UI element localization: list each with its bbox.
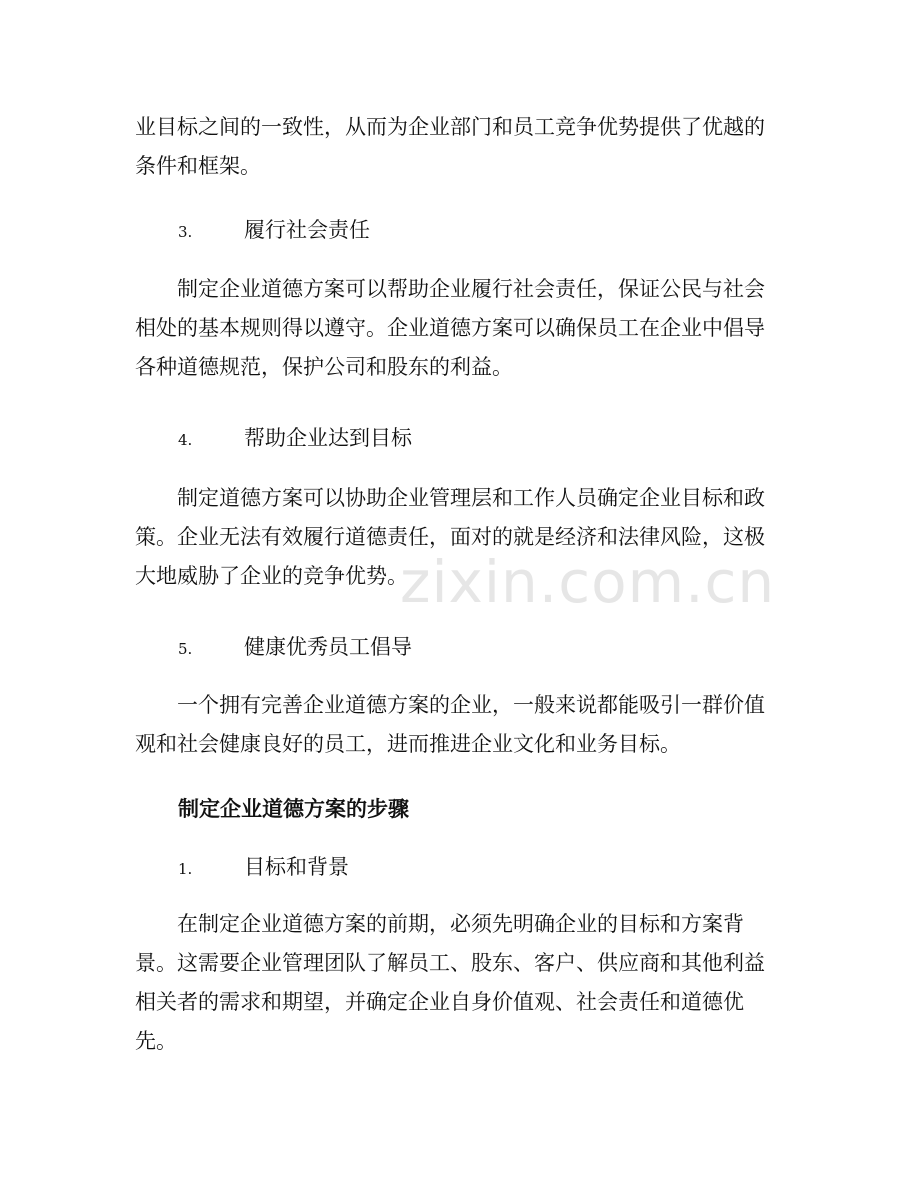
list-item-5 xyxy=(178,632,412,664)
list-item-4 xyxy=(178,423,412,455)
list-item-title: 帮助企业达到目标 xyxy=(244,426,412,450)
section-heading: 制定企业道德方案的步骤 xyxy=(178,797,409,821)
list-item-number: 3. xyxy=(178,223,193,241)
list-item-number: 4. xyxy=(178,431,193,449)
list-item-title: 履行社会责任 xyxy=(244,218,370,242)
paragraph-employee-advocacy: 一个拥有完善企业道德方案的企业，一般来说都能吸引一群价值观和社会健康良好的员工，进而推进企业文化和业务目标。 xyxy=(135,693,765,756)
list-item-title: 健康优秀员工倡导 xyxy=(244,635,412,659)
list-item-1 xyxy=(178,852,349,884)
list-item-title: 目标和背景 xyxy=(244,855,349,879)
paragraph-continuation: 业目标之间的一致性，从而为企业部门和员工竞争优势提供了优越的条件和框架。 xyxy=(135,115,765,178)
paragraph-achieve-goals: 制定道德方案可以协助企业管理层和工作人员确定企业目标和政策。企业无法有效履行道德责任，面对的就是经济和法律风险，这极大地威胁了企业的竞争优势。 xyxy=(135,486,765,588)
list-item-number: 5. xyxy=(178,640,193,658)
paragraph-social-responsibility: 制定企业道德方案可以帮助企业履行社会责任，保证公民与社会相处的基本规则得以遵守。企业道德方案可以确保员工在企业中倡导各种道德规范，保护公司和股东的利益。 xyxy=(135,277,765,379)
paragraph-goals-background: 在制定企业道德方案的前期，必须先明确企业的目标和方案背景。这需要企业管理团队了解员工、股东、客户、供应商和其他利益相关者的需求和期望，并确定企业自身价值观、社会责任和道德优先。 xyxy=(135,912,765,1053)
list-item-3 xyxy=(178,215,370,247)
list-item-number: 1. xyxy=(178,860,193,878)
watermark: zixin.com.cn xyxy=(400,548,776,616)
